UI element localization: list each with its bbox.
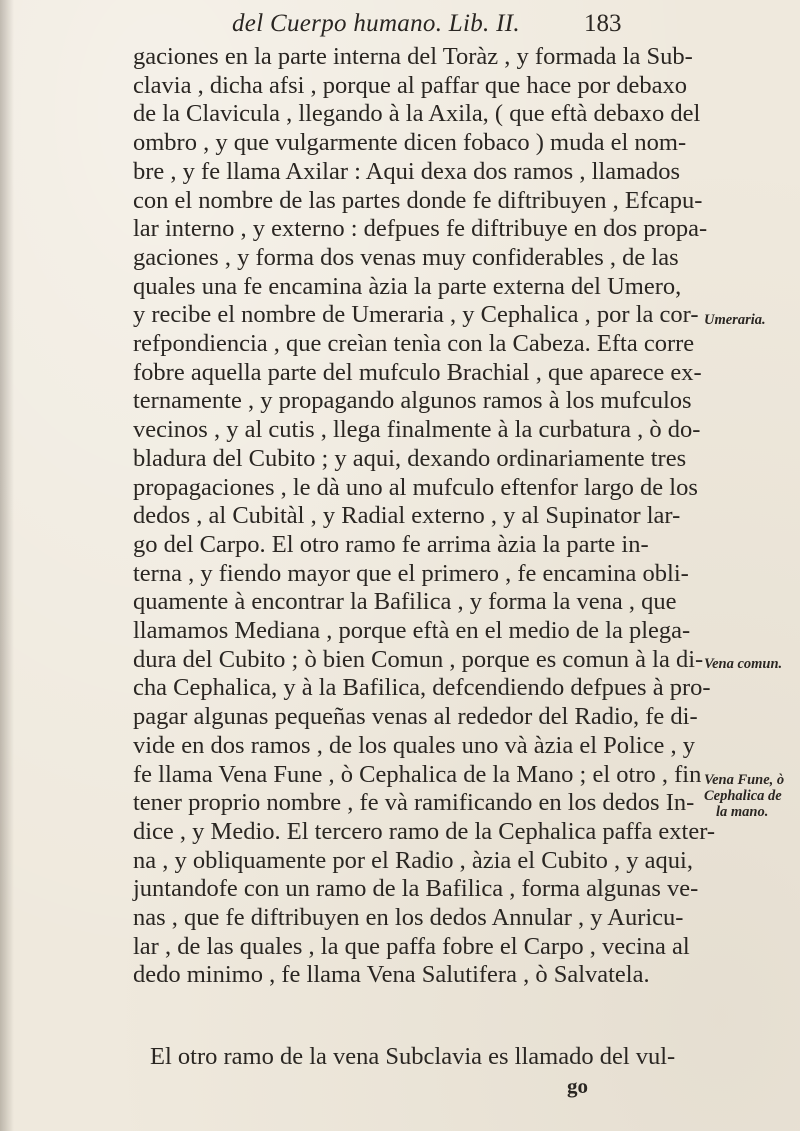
text-line: propagaciones , le dà uno al mufculo eftenfor largo de los <box>133 473 698 501</box>
text-line: cha Cephalica, y à la Bafilica, defcendiendo defpues à pro- <box>133 674 711 702</box>
text-line: El otro ramo de la vena Subclavia es llamado del vul- <box>150 1043 676 1070</box>
text-line: llamamos Mediana , porque eftà en el medio de la plega- <box>133 617 691 644</box>
text-line: dura del Cubito ; ò bien Comun , porque es comun à la di- <box>133 645 704 673</box>
text-line: fe llama Vena Fune , ò Cephalica de la Mano ; el otro , fin <box>133 760 702 788</box>
margin-note-vena-comun: Vena comun. <box>704 656 783 672</box>
text-line: dedo minimo , fe llama Vena Salutifera , ò Salvatela. <box>133 961 650 989</box>
text-line: ternamente , y propagando algunos ramos à los mufculos <box>133 387 692 415</box>
margin-note-vena-fune: Vena Fune, ò <box>704 772 785 788</box>
text-line: vide en dos ramos , de los quales uno và àzia el Police , y <box>133 731 695 759</box>
text-line: go del Carpo. El otro ramo fe arrima àzia la parte in- <box>133 530 649 558</box>
text-line: nas , que fe diftribuyen en los dedos Annular , y Auricu- <box>133 904 684 931</box>
text-line: pagar algunas pequeñas venas al rededor del Radio, fe di- <box>133 703 698 731</box>
text-line: juntandofe con un ramo de la Bafilica , forma algunas ve- <box>133 875 699 903</box>
text-line: dice , y Medio. El tercero ramo de la Cephalica paffa exter- <box>133 817 716 845</box>
text-line: de la Clavicula , llegando à la Axila, ( que eftà debaxo del <box>133 100 701 128</box>
text-line: fobre aquella parte del mufculo Brachial , que aparece ex- <box>133 358 702 386</box>
text-line: y recibe el nombre de Umeraria , y Cephalica , por la cor- <box>133 301 699 329</box>
text-line: tener proprio nombre , fe và ramificando en los dedos In- <box>133 789 695 817</box>
text-line: bre , y fe llama Axilar : Aqui dexa dos ramos , llamados <box>133 157 681 185</box>
text-line: na , y obliquamente por el Radio , àzia el Cubito , y aqui, <box>133 846 693 874</box>
margin-note-vena-fune: la mano. <box>716 804 769 820</box>
text-line: lar interno , y externo : defpues fe diftribuye en dos propa- <box>133 215 708 243</box>
text-line: bladura del Cubito ; y aqui, dexando ordinariamente tres <box>133 444 687 472</box>
text-line: vecinos , y al cutis , llega finalmente à la curbatura , ò do- <box>133 416 701 444</box>
text-line: gaciones , y forma dos venas muy confiderables , de las <box>133 243 679 271</box>
text-line: quamente à encontrar la Bafilica , y forma la vena , que <box>133 588 677 616</box>
page-number: 183 <box>584 10 622 37</box>
text-line: dedos , al Cubitàl , y Radial externo , y al Supinator lar- <box>133 502 681 530</box>
text-line: quales una fe encamina àzia la parte externa del Umero, <box>133 272 682 300</box>
margin-note-umeraria: Umeraria. <box>704 312 766 328</box>
text-line: con el nombre de las partes donde fe diftribuyen , Efcapu- <box>133 186 703 214</box>
catchword: go <box>567 1074 588 1098</box>
running-title: del Cuerpo humano. Lib. II. <box>232 10 520 37</box>
text-line: ombro , y que vulgarmente dicen fobaco ) muda el nom- <box>133 129 687 157</box>
binding-shadow <box>0 0 14 1131</box>
margin-note-vena-fune: Cephalica de <box>704 788 782 804</box>
text-line: gaciones en la parte interna del Toràz , y formada la Sub- <box>133 43 693 70</box>
text-line: lar , de las quales , la que paffa fobre el Carpo , vecina al <box>133 932 690 960</box>
text-line: refpondiencia , que creìan tenìa con la Cabeza. Efta corre <box>133 330 695 357</box>
text-line: clavia , dicha afsi , porque al paffar que hace por debaxo <box>133 71 687 99</box>
text-line: terna , y fiendo mayor que el primero , fe encamina obli- <box>133 559 689 587</box>
